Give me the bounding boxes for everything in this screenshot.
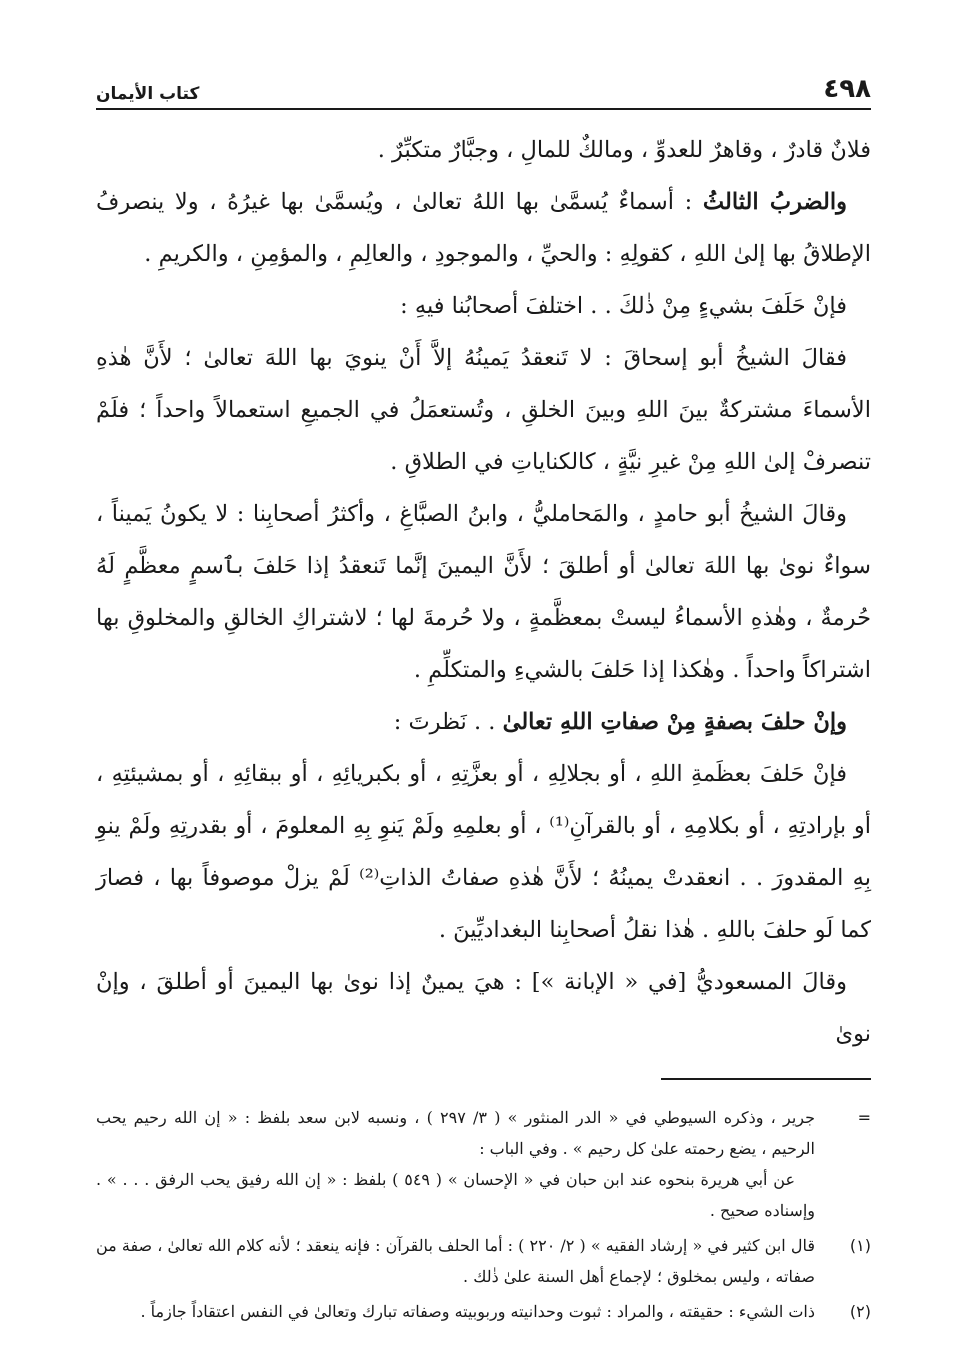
paragraph [96,280,871,332]
paragraph-text: : أسماءٌ يُسمَّىٰ بها اللهُ تعالىٰ ، ويُسمَّىٰ بها غيرُهُ ، ولا ينصرفُ الإطلاقُ بها إلىٰ اللهِ ، كقولِهِ : والحيِّ ، والموجودِ ، والعالِمِ ، والمؤمِنِ ، والكريمِ . [96,189,871,267]
running-header [96,60,871,110]
footnote-marker: (١) [849,1236,871,1255]
paragraph-text: فإنْ حَلفَ بعظَمةِ اللهِ ، أو بجلالِهِ ، أو بعزَّتِهِ ، أو بكبريائِهِ ، أو ببقائِهِ ، أو بمشيئتِهِ ، أو بإرادتِهِ ، أو بكلامِهِ ، أو بالقرآنِ⁽¹⁾ ، أو بعلمِهِ ولَمْ يَنوِ بِهِ المعلومَ ، أو بقدرتِهِ ولَمْ ينوِ بِهِ المقدورَ . . انعقدتْ يمينُهُ ؛ لأَنَّ هٰذهِ صفاتُ الذاتِ⁽²⁾ لَمْ يزلْ موصوفاً بها ، فصارَ كما لَو حلفَ باللهِ . هٰذا نقلُ أصحابِنا البغداديِّينَ . [96,761,871,943]
section-heading: والضربُ الثالثُ [702,189,847,215]
footnote-text [96,1230,815,1292]
paragraph-text: فإنْ حَلَفَ بشيءٍ مِنْ ذٰلكَ . . اختلفَ أصحابُنا فيهِ : [400,293,847,319]
footnote-line: عن أبي هريرة بنحوه عند ابن حبان في « الإحسان » ( ٥٤٩ ) بلفظ : « إن الله رفيق يحب الرفق . . . » . وإسناده صحيح . [96,1170,815,1220]
paragraph [96,956,871,1060]
paragraph-text: فلانٌ قادرٌ ، وقاهرٌ للعدوِّ ، ومالكٌ للمالِ ، وجبَّارٌ متكبِّرٌ . [377,137,871,163]
footnote-divider [661,1078,871,1080]
paragraph [96,332,871,488]
footnotes [96,1102,871,1327]
book-page [96,60,871,1320]
page-number: ٤٩٨ [823,74,871,104]
paragraph [96,748,871,956]
paragraph [96,488,871,696]
section-heading: وإنْ حلفَ بصفةٍ مِنْ صفاتِ اللهِ تعالىٰ [502,709,847,735]
footnote-line: ذات الشيء : حقيقته ، والمراد : ثبوت وحدانيته وربوبيته وصفاته تبارك وتعالىٰ في النفس اعتقاداً جازماً . [140,1302,815,1321]
paragraph-text: وقالَ المسعوديُّ [في « الإبانة »] : هيَ يمينٌ إذا نوىٰ بها اليمينَ أو أطلقَ ، وإنْ نوىٰ [96,969,871,1047]
footnote [96,1102,871,1226]
main-text [96,124,871,1060]
footnote-marker: (٢) [849,1302,871,1321]
footnote [96,1230,871,1292]
paragraph [96,124,871,176]
paragraph-text: وقالَ الشيخُ أبو حامدٍ ، والمَحامليُّ ، وابنُ الصبَّاغِ ، وأكثرُ أصحابِنا : لا يكونُ يَميناً ، سواءٌ نوىٰ بها اللهَ تعالىٰ أو أطلقَ ؛ لأَنَّ اليمينَ إنَّما تَنعقدُ إذا حَلفَ بٱسمٍ معظَّمٍ لَهُ حُرمةٌ ، وهٰذهِ الأسماءُ ليستْ بمعظَّمةٍ ، ولا حُرمةَ لها ؛ لاشتراكِ الخالقِ والمخلوقِ بها اشتراكاً واحداً . وهٰكذا إذا حَلفَ بالشيءِ والمتكلِّمِ . [96,501,871,683]
footnote-line: جرير ، وذكره السيوطي في « الدر المنثور » ( ٣/ ٢٩٧ ) ، ونسبه لابن سعد بلفظ : « إن الله رحيم يحب الرحيم ، يضع رحمته علىٰ كل رحيم » . وفي الباب : [96,1108,816,1158]
paragraph-text: فقالَ الشيخُ أبو إسحاقَ : لا تَنعقدُ يَمينُهُ إلاَّ أَنْ ينويَ بها اللهَ تعالىٰ ؛ لأَنَّ هٰذهِ الأسماءَ مشتركةٌ بينَ اللهِ وبينَ الخلقِ ، وتُستعمَلُ في الجميعِ استعمالاً واحداً ؛ فلَمْ تنصرفْ إلىٰ اللهِ مِنْ غيرِ نيَّةٍ ، كالكناياتِ في الطلاقِ . [96,345,871,475]
footnote-text [96,1102,815,1226]
footnote-line: قال ابن كثير في « إرشاد الفقيه » ( ٢/ ٢٢٠ ) : أما الحلف بالقرآن : فإنه ينعقد ؛ لأنه كلام الله تعالىٰ ، صفة من صفاته ، وليس بمخلوق ؛ لإجماع أهل السنة علىٰ ذٰلك . [96,1236,816,1286]
paragraph [96,176,871,280]
footnote-marker: = [857,1108,871,1127]
chapter-title: كتاب الأيمان [96,84,200,104]
paragraph-text: . . نَظرتَ : [393,709,503,735]
footnote-text [96,1296,815,1327]
paragraph [96,696,871,748]
footnote [96,1296,871,1327]
